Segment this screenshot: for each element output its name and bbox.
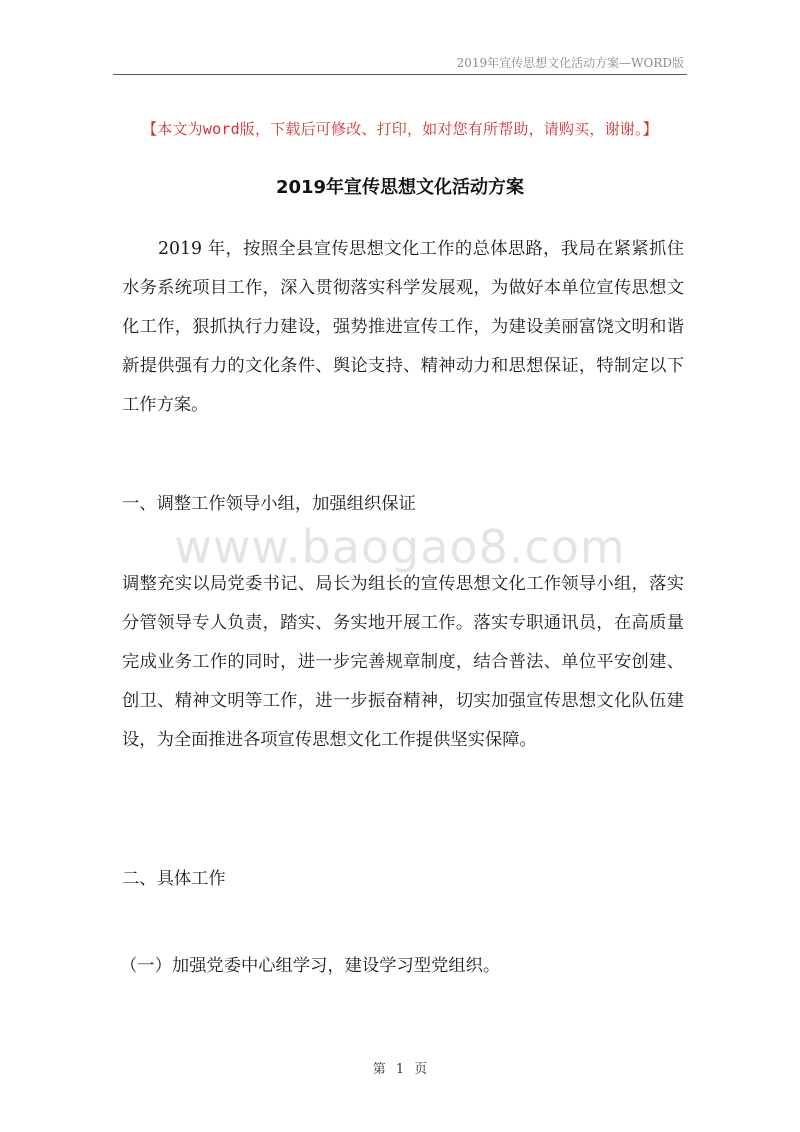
page-number: 1 (395, 1062, 405, 1077)
footer-suffix: 页 (414, 1062, 428, 1077)
intro-paragraph: 2019 年，按照全县宣传思想文化工作的总体思路，我局在紧紧抓住水务系统项目工作，深入贯彻落实科学发展观，为做好本单位宣传思想文化工作，狠抓执行力建设，强势推进宣传工作，为建设美丽富饶文明和谐新提供强有力的文化条件、舆论支持、精神动力和思想保证，特制定以下工作方案。 (122, 239, 684, 415)
page-footer (0, 1058, 800, 1077)
running-header: 2019年宣传思想文化活动方案—WORD版 (456, 56, 684, 70)
section2-heading: 二、具体工作 (122, 869, 226, 889)
section1-paragraph: 调整充实以局党委书记、局长为组长的宣传思想文化工作领导小组，落实分管领导专人负责，踏实、务实地开展工作。落实专职通讯员，在高质量完成业务工作的同时，进一步完善规章制度，结合普法、单位平安创建、创卫、精神文明等工作，进一步振奋精神，切实加强宣传思想文化队伍建设，为全面推进各项宣传思想文化工作提供坚实保障。 (122, 574, 684, 750)
download-notice: 【本文为word版，下载后可修改、打印，如对您有所帮助，请购买，谢谢。】 (142, 120, 658, 138)
header-divider (113, 74, 687, 75)
section1-heading: 一、调整工作领导小组，加强组织保证 (122, 494, 416, 514)
watermark: www.baogao8.com (174, 520, 626, 574)
document-title: 2019年宣传思想文化活动方案 (275, 177, 525, 198)
subsection1-heading: （一）加强党委中心组学习，建设学习型党组织。 (120, 956, 501, 976)
footer-prefix: 第 (372, 1062, 386, 1077)
